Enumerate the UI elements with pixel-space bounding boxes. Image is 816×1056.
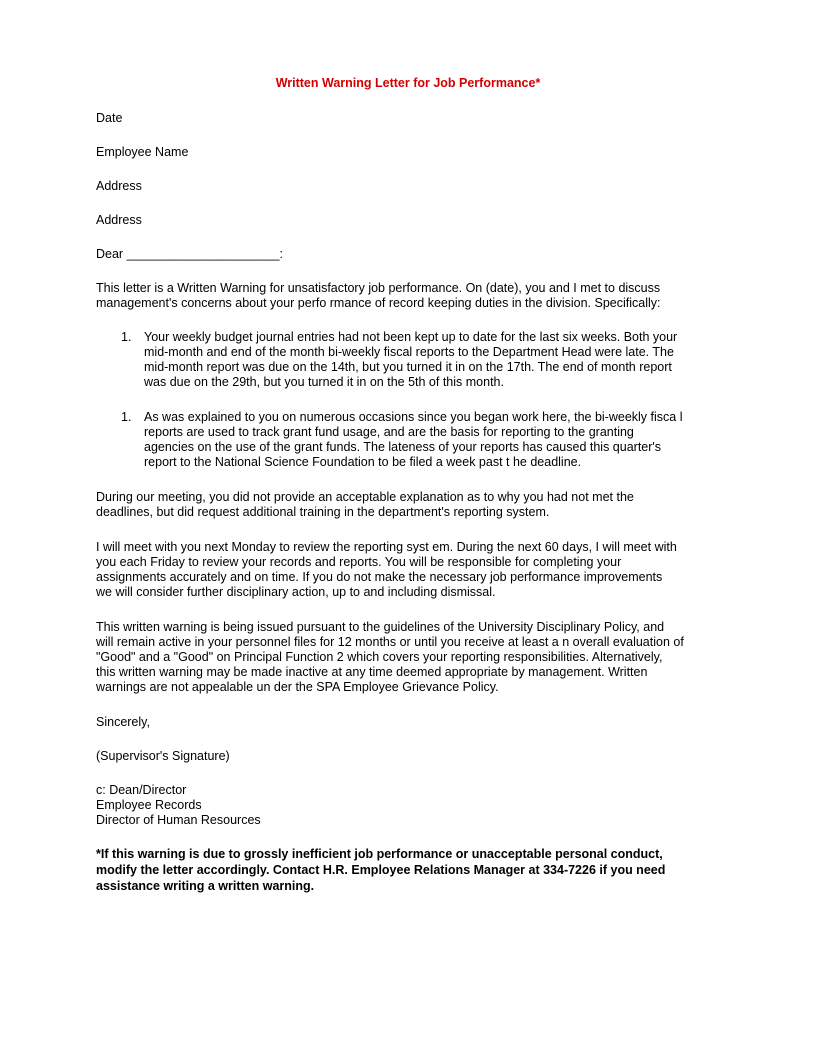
intro-paragraph bbox=[96, 281, 736, 311]
policy-line: warnings are not appealable un der the SPA Employee Grievance Policy. bbox=[96, 680, 499, 694]
footnote-line: assistance writing a written warning. bbox=[96, 879, 315, 893]
footnote-line: *If this warning is due to grossly inefficient job performance or unacceptable personal conduct, bbox=[96, 847, 663, 861]
cc-line: Employee Records bbox=[96, 798, 202, 812]
followup-line: we will consider further disciplinary action, up to and including dismissal. bbox=[96, 585, 496, 599]
list-item-line: agencies on the use of the grant funds. The lateness of your reports has caused this quarter's bbox=[144, 440, 662, 454]
followup-line: I will meet with you next Monday to review the reporting syst em. During the next 60 days, I will meet with bbox=[96, 540, 677, 554]
policy-line: will remain active in your personnel files for 12 months or until you receive at least a n overall evaluation of bbox=[96, 635, 684, 649]
list-item-line: was due on the 29th, but you turned it in on the 5th of this month. bbox=[144, 375, 504, 389]
followup-line: you each Friday to review your records and reports. You will be responsible for completing your bbox=[96, 555, 622, 569]
followup-line: assignments accurately and on time. If you do not make the necessary job performance improvements bbox=[96, 570, 663, 584]
meeting-line: deadlines, but did request additional training in the department's reporting system. bbox=[96, 505, 550, 519]
cc-line: c: Dean/Director bbox=[96, 783, 187, 797]
followup-paragraph bbox=[96, 540, 736, 600]
letter-title: Written Warning Letter for Job Performance* bbox=[275, 76, 541, 90]
policy-line: "Good" and a "Good" on Principal Function 2 which covers your reporting responsibilities. Alternatively, bbox=[96, 650, 663, 664]
list-item-line: As was explained to you on numerous occasions since you began work here, the bi-weekly fisca l bbox=[144, 410, 683, 424]
policy-paragraph bbox=[96, 620, 736, 695]
cc-line: Director of Human Resources bbox=[96, 813, 261, 827]
meeting-paragraph bbox=[96, 490, 736, 520]
intro-line: management's concerns about your perfo rmance of record keeping duties in the division. Specifically: bbox=[96, 296, 661, 310]
address-line-1: Address bbox=[96, 179, 142, 193]
footnote-line: modify the letter accordingly. Contact H.R. Employee Relations Manager at 334-7226 if you need bbox=[96, 863, 666, 877]
list-item-number: 1. bbox=[121, 330, 132, 344]
footnote bbox=[96, 846, 746, 894]
intro-line: This letter is a Written Warning for unsatisfactory job performance. On (date), you and I met to discuss bbox=[96, 281, 661, 295]
list-item-line: mid-month and end of the month bi-weekly fiscal reports to the Department Head were late. The bbox=[144, 345, 674, 359]
list-item-body bbox=[144, 330, 734, 390]
list-item-body bbox=[144, 410, 734, 470]
cc-list bbox=[96, 783, 736, 828]
closing: Sincerely, bbox=[96, 715, 150, 729]
list-item-line: reports are used to track grant fund usage, and are the basis for reporting to the granting bbox=[144, 425, 634, 439]
salutation: Dear ______________________: bbox=[96, 247, 283, 261]
policy-line: This written warning is being issued pursuant to the guidelines of the University Disciplinary Policy, and bbox=[96, 620, 665, 634]
list-item-line: mid-month report was due on the 14th, but you turned it in on the 17th. The end of month report bbox=[144, 360, 672, 374]
list-item-number: 1. bbox=[121, 410, 132, 424]
policy-line: this written warning may be made inactive at any time deemed appropriate by management. Written bbox=[96, 665, 648, 679]
list-item-line: report to the National Science Foundation to be filed a week past t he deadline. bbox=[144, 455, 582, 469]
address-line-2: Address bbox=[96, 213, 142, 227]
meeting-line: During our meeting, you did not provide an acceptable explanation as to why you had not met the bbox=[96, 490, 634, 504]
date-line: Date bbox=[96, 111, 123, 125]
signature-line: (Supervisor's Signature) bbox=[96, 749, 230, 763]
employee-name-line: Employee Name bbox=[96, 145, 189, 159]
list-item-line: Your weekly budget journal entries had not been kept up to date for the last six weeks. Both your bbox=[144, 330, 678, 344]
